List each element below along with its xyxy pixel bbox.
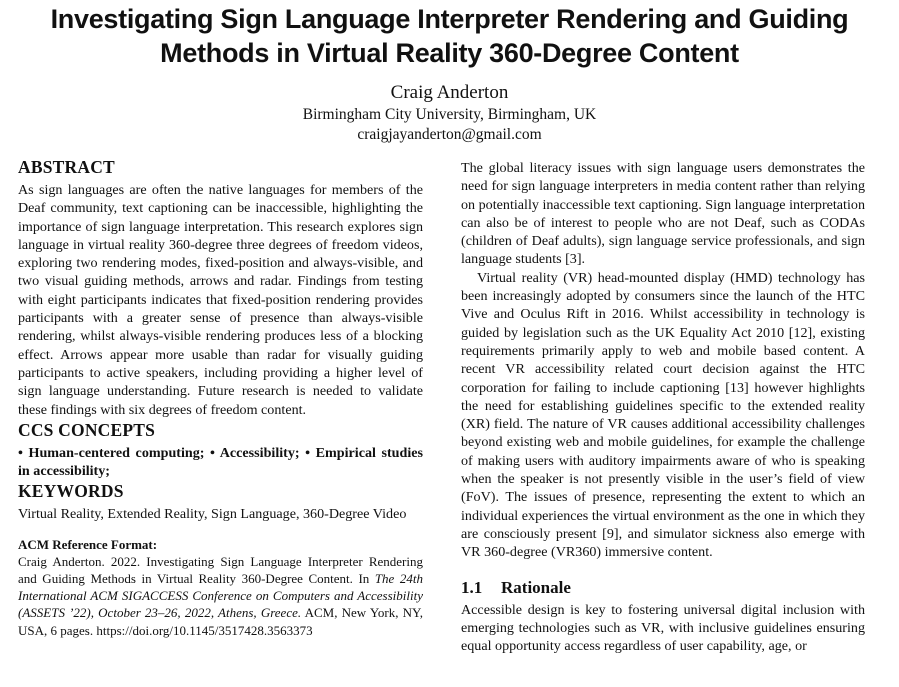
abstract-text: As sign languages are often the native languages for members of the Deaf community, text captioning can be inaccessible, highlighting the importance of sign language interpretation. This research explores sign language in virtual reality 360-degree three degrees of freedom videos, exploring two rendering modes, fixed-position and always-visible, and two visual guiding methods, arrows and radar. Findings from testing with eight participants indicates that fixed-position rendering provides participants with a greater sense of presence than always-visible rendering, whilst always-visible rendering produces less of a blocking effect. Arrows appear more usable than radar for visually guiding participants to active speakers, including providing a higher level of sign language understanding. Future research is needed to validate these findings with six degrees of freedom content. bbox=[18, 182, 423, 418]
author-affiliation: Birmingham City University, Birmingham, UK bbox=[302, 106, 597, 123]
author-email: craigjayanderton@gmail.com bbox=[357, 126, 542, 143]
right-column bbox=[461, 159, 865, 664]
author-name: Craig Anderton bbox=[390, 82, 509, 103]
body-paragraph-1: The global literacy issues with sign language users demonstrates the need for sign language interpreters in media content rather than relying on potentially inaccessible text captioning. Sign language interpretation can also be of interest to people who are not Deaf, such as CODAs (children of Deaf adults), sign language service professionals, and sign language students [3]. bbox=[461, 160, 865, 268]
left-column bbox=[18, 156, 423, 639]
acm-reference-suffix: ACM, New York, NY, USA, 6 pages. https://doi.org/10.1145/3517428.3563373 bbox=[18, 605, 424, 638]
subsection-number: 1.1 bbox=[461, 577, 483, 597]
body-paragraph-2: Virtual reality (VR) head-mounted display (HMD) technology has been increasingly adopted by consumers since the launch of the HTC Vive and Oculus Rift in 2016. Whilst accessibility in technology is guided by legislation such as the UK Equality Act 2010 [12], existing requirements primarily apply to web and mobile based content. A recent VR accessibility related court decision against the HTC corporation for failing to include captioning [13] however highlights the need for establishing guidelines specific to the extended reality (XR) field. The nature of VR causes additional accessibility challenges beyond existing web and mobile guidelines, for example the challenge of making users with auditory impairments aware of who is speaking when the speaker is not presently visible in the user’s field of view (FoV). The issues of presence, representing the extent to which an individual experiences the virtual environment as the one in which they are consciously present [9], and simulator sickness also emerge with VR 360-degree (VR360) immersive content. bbox=[461, 269, 865, 561]
acm-reference-venue: The 24th International ACM SIGACCESS Conference on Computers and Accessibility (ASSETS ’22), October 23–26, 2022, Athens, Greece. bbox=[18, 570, 423, 621]
acm-reference-heading: ACM Reference Format: bbox=[18, 536, 158, 552]
subsection-heading bbox=[461, 577, 865, 599]
subsection-title: Rationale bbox=[501, 577, 571, 597]
cut-off-line bbox=[461, 655, 865, 664]
ccs-concepts-text: • Human-centered computing; • Accessibility; • Empirical studies in accessibility; bbox=[18, 444, 423, 480]
subsection-paragraph: Accessible design is key to fostering universal digital inclusion with emerging technologies such as VR, with inclusive guidelines ensuring equal opportunity access regardless of user capability, age, or bbox=[461, 601, 865, 655]
ccs-concepts-heading: CCS CONCEPTS bbox=[18, 419, 156, 440]
paper-title bbox=[0, 2, 899, 70]
title-line-1: Investigating Sign Language Interpreter Rendering and Guiding bbox=[50, 4, 849, 34]
keywords-heading: KEYWORDS bbox=[18, 481, 124, 502]
keywords-text: Virtual Reality, Extended Reality, Sign Language, 360-Degree Video bbox=[18, 506, 407, 523]
acm-reference-prefix: Craig Anderton. 2022. Investigating Sign Language Interpreter Rendering and Guiding Methods in Virtual Reality 360-Degree Content. In bbox=[18, 553, 423, 586]
acm-reference-text bbox=[18, 553, 423, 639]
title-line-2: Methods in Virtual Reality 360-Degree Content bbox=[160, 38, 739, 68]
abstract-heading: ABSTRACT bbox=[18, 157, 115, 177]
